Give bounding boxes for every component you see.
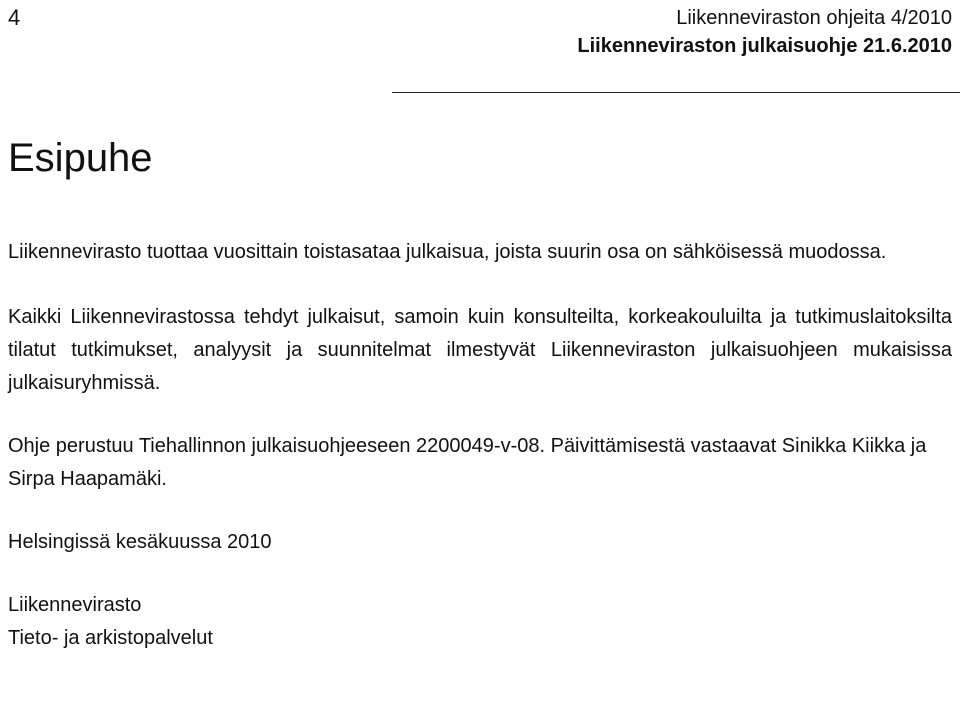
series-title: Liikenneviraston ohjeita 4/2010 <box>676 7 952 29</box>
signature-unit: Tieto- ja arkistopalvelut <box>8 627 213 649</box>
signature-organization: Liikennevirasto <box>8 594 142 616</box>
document-title: Liikenneviraston julkaisuohje 21.6.2010 <box>577 35 952 57</box>
header-divider <box>392 92 960 93</box>
page-number: 4 <box>8 5 21 30</box>
paragraph-basis: Ohje perustuu Tiehallinnon julkaisuohjeeseen 2200049-v-08. Päivittämisestä vastaavat Sinikka Kiikka ja Sirpa Haapamäki. <box>8 435 927 490</box>
document-body <box>8 236 952 655</box>
document-header <box>577 4 952 60</box>
paragraph-publications: Kaikki Liikennevirastossa tehdyt julkaisut, samoin kuin konsulteilta, korkeakouluilta ja tutkimuslaitoksilta tilatut tutkimukset, analyysit ja suunnitelmat ilmestyvät Liikenneviraston julkaisuohjeen mukaisissa julkaisuryhmissä. <box>8 306 952 394</box>
paragraph-place-date: Helsingissä kesäkuussa 2010 <box>8 531 272 553</box>
paragraph-intro: Liikennevirasto tuottaa vuosittain toistasataa julkaisua, joista suurin osa on sähköisessä muodossa. <box>8 241 887 263</box>
signature-block <box>8 589 952 655</box>
page-title: Esipuhe <box>8 136 153 180</box>
